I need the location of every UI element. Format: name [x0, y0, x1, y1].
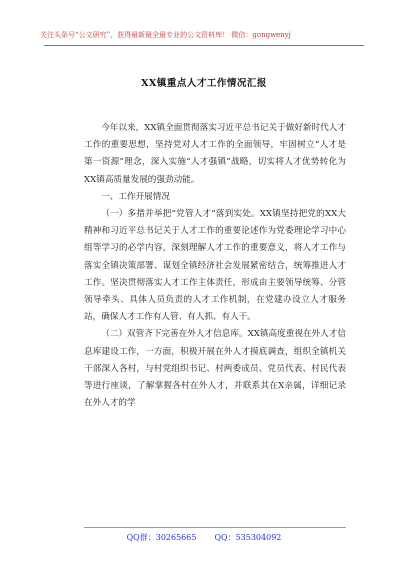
paragraph-1: （一）多措并举把“党管人才”落到实处。XX镇坚持把党的XX大精神和习近平总书记关于人才工作的重要论述作为党委理论学习中心组等学习的必学内容，深刻理解人才工作的重要意义，将人才工作与落实全镇决策部署、谋划全镇经济社会发展紧密结合，统筹推进人才工作。坚决贯彻落实人才工作主体责任，形成由主要领导统筹、分管领导牵头、具体人员负责的人才工作机制，在党建办设立人才服务站，确保人才工作有人管、有人抓、有人干。	[84, 209, 346, 323]
footer-qq: QQ：535304092	[214, 533, 282, 542]
document-body	[84, 120, 346, 412]
header-divider	[44, 45, 364, 46]
footer-contact	[0, 532, 408, 543]
footer-qq-group: QQ群：30265665	[126, 533, 197, 542]
footer-divider	[84, 527, 346, 528]
intro-paragraph: 今年以来，XX镇全面贯彻落实习近平总书记关于做好新时代人才工作的重要思想，坚持党对人才工作的全面领导，牢固树立“人才是第一资源”理念，深入实施“人才强镇”战略，切实将人才优势转化为XX镇高质量发展的强劲动能。	[84, 123, 346, 185]
paragraph-2: （二）双管齐下完善在外人才信息库。XX镇高度重视在外人才信息库建设工作，一方面，积极开展在外人才摸底调查，组织全镇机关干部深入各村，与村党组织书记、村两委成员、党员代表、村民代表等进行座谈，了解掌握各村在外人才，并联系其在X亲属，详细记录在外人才的学	[84, 329, 346, 409]
document-title: XX镇重点人才工作情况汇报	[141, 78, 267, 89]
header-promo-note: 关注头条号“公文研究”，获得最新最全最专业的公文资料库！ 微信：gongwenyj	[40, 31, 291, 39]
section-heading: 一、工作开展情况	[101, 191, 170, 202]
